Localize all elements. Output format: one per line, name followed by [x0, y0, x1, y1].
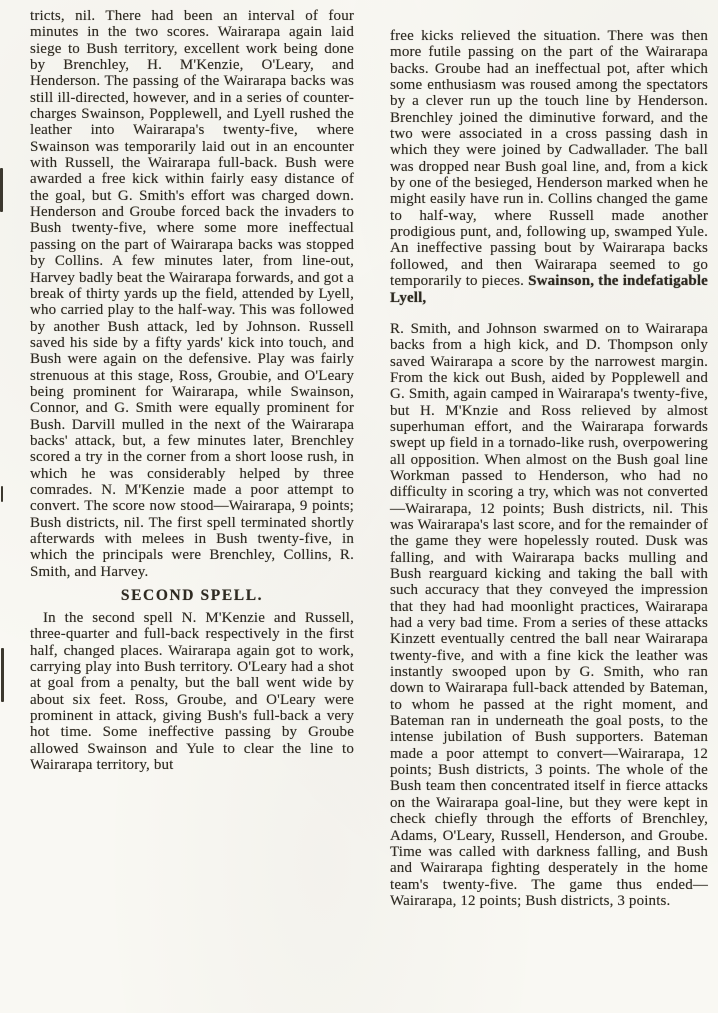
article-paragraph: [390, 28, 708, 306]
heavy-ink-phrase: Swainson, the indefatigable Lyell,: [390, 273, 708, 306]
scan-ink-artifact: [1, 648, 4, 702]
article-paragraph: tricts, nil. There had been an interval of four minutes in the two scores. Wairarapa again laid siege to Bush territory, excellent work being done by Brenchley, H. M'Kenzie, O'Leary, and Henderson. The passing of the Wairarapa backs was still ill-directed, however, and in a series of counter-charges Swainson, Popplewell, and Lyell rushed the leather into Wairarapa's twenty-five, where Swainson was temporarily laid out in an encounter with Russell, the Wairarapa full-back. Bush were awarded a free kick within fairly easy distance of the goal, but G. Smith's effort was charged down. Henderson and Groube forced back the invaders to Bush twenty-five, where some more ineffectual passing on the part of Wairarapa backs was stopped by Collins. A few minutes later, from line-out, Harvey badly beat the Wairarapa forwards, and got a break of thirty yards up the field, attended by Lyell, who carried play to the half-way. This was followed by another Bush attack, led by Johnson. Russell saved his side by a fifty yards' kick into touch, and Bush were again on the defensive. Play was fairly strenuous at this stage, Ross, Groubie, and O'Leary being prominent for Wairarapa, while Swainson, Connor, and G. Smith were equally prominent for Bush. Darvill mulled in the next of the Wairarapa backs' attack, but, a few minutes later, Brenchley scored a try in the corner from a short loose rush, in which he was considerably helped by three comrades. N. M'Kenzie made a poor attempt to convert. The score now stood—Wairarapa, 9 points; Bush districts, nil. The first spell terminated shortly afterwards with melees in Bush twenty-five, in which the principals were Brenchley, Collins, R. Smith, and Harvey.: [30, 8, 354, 580]
scan-ink-artifact: [1, 486, 3, 502]
article-paragraph: R. Smith, and Johnson swarmed on to Wairarapa backs from a high kick, and D. Thompson only saved Wairarapa a score by the narrowest margin. From the kick out Bush, aided by Popplewell and G. Smith, again camped in Wairarapa's twenty-five, but H. M'Knzie and Ross relieved by almost superhuman effort, and the Wairarapa forwards swept up field in a tornado-like rush, overpowering all opposition. When almost on the Bush goal line Workman passed to Henderson, who had no difficulty in scoring a try, which was not converted—Wairarapa, 12 points; Bush districts, nil. This was Wairarapa's last score, and for the remainder of the game they were hopelessly routed. Dusk was falling, and with Wairarapa backs mulling and Bush rearguard kicking and taking the ball with such accuracy that they conveyed the impression that they had had moonlight practices, Wairarapa had a very bad time. From a series of these attacks Kinzett eventually centred the ball near Wairarapa twenty-five, and with a fine kick the leather was instantly swooped upon by G. Smith, who ran down to Wairarapa full-back attended by Bateman, to whom he passed at the right moment, and Bateman ran in underneath the goal posts, to the intense jubilation of Bush supporters. Bateman made a poor attempt to convert—Wairarapa, 12 points; Bush districts, 3 points. The whole of the Bush team then concentrated itself in fierce attacks on the Wairarapa goal-line, but they were kept in check chiefly through the efforts of Brenchley, Adams, O'Leary, Russell, Henderson, and Groube. Time was called with darkness falling, and Bush and Wairarapa fighting desperately in the home team's twenty-five. The game thus ended—Wairarapa, 12 points; Bush districts, 3 points.: [390, 320, 708, 909]
scan-ink-artifact: [0, 168, 3, 212]
section-heading-second-spell: SECOND SPELL.: [120, 587, 264, 605]
article-column-right: [390, 8, 708, 1013]
article-paragraph: In the second spell N. M'Kenzie and Russell, three-quarter and full-back respectively in the first half, changed places. Wairarapa again got to work, carrying play into Bush territory. O'Leary had a shot at goal from a penalty, but the ball went wide by about six feet. Ross, Groube, and O'Leary were prominent in attack, giving Bush's full-back a very hot time. Some ineffective passing by Groube allowed Swainson and Yule to clear the line to Wairarapa territory, but: [30, 610, 354, 774]
article-column-left: [30, 8, 354, 1013]
paragraph-text: free kicks relieved the situation. There was then more futile passing on the part of the Wairarapa backs. Groube had an ineffectual pot, after which some enthusiasm was roused among the spectators by a clever run up the touch line by Henderson. Brenchley joined the diminutive forward, and the two were associated in a cross passing dash in which they were joined by Cadwallader. The ball was dropped near Bush goal line, and, from a kick by one of the besieged, Henderson marked when he might easily have run in. Collins changed the game to half-way, where Russell made another prodigious punt, and, following up, swamped Yule. An ineffective passing bout by Wairarapa backs followed, and then Wairarapa seemed to go temporarily to pieces.: [390, 28, 708, 290]
